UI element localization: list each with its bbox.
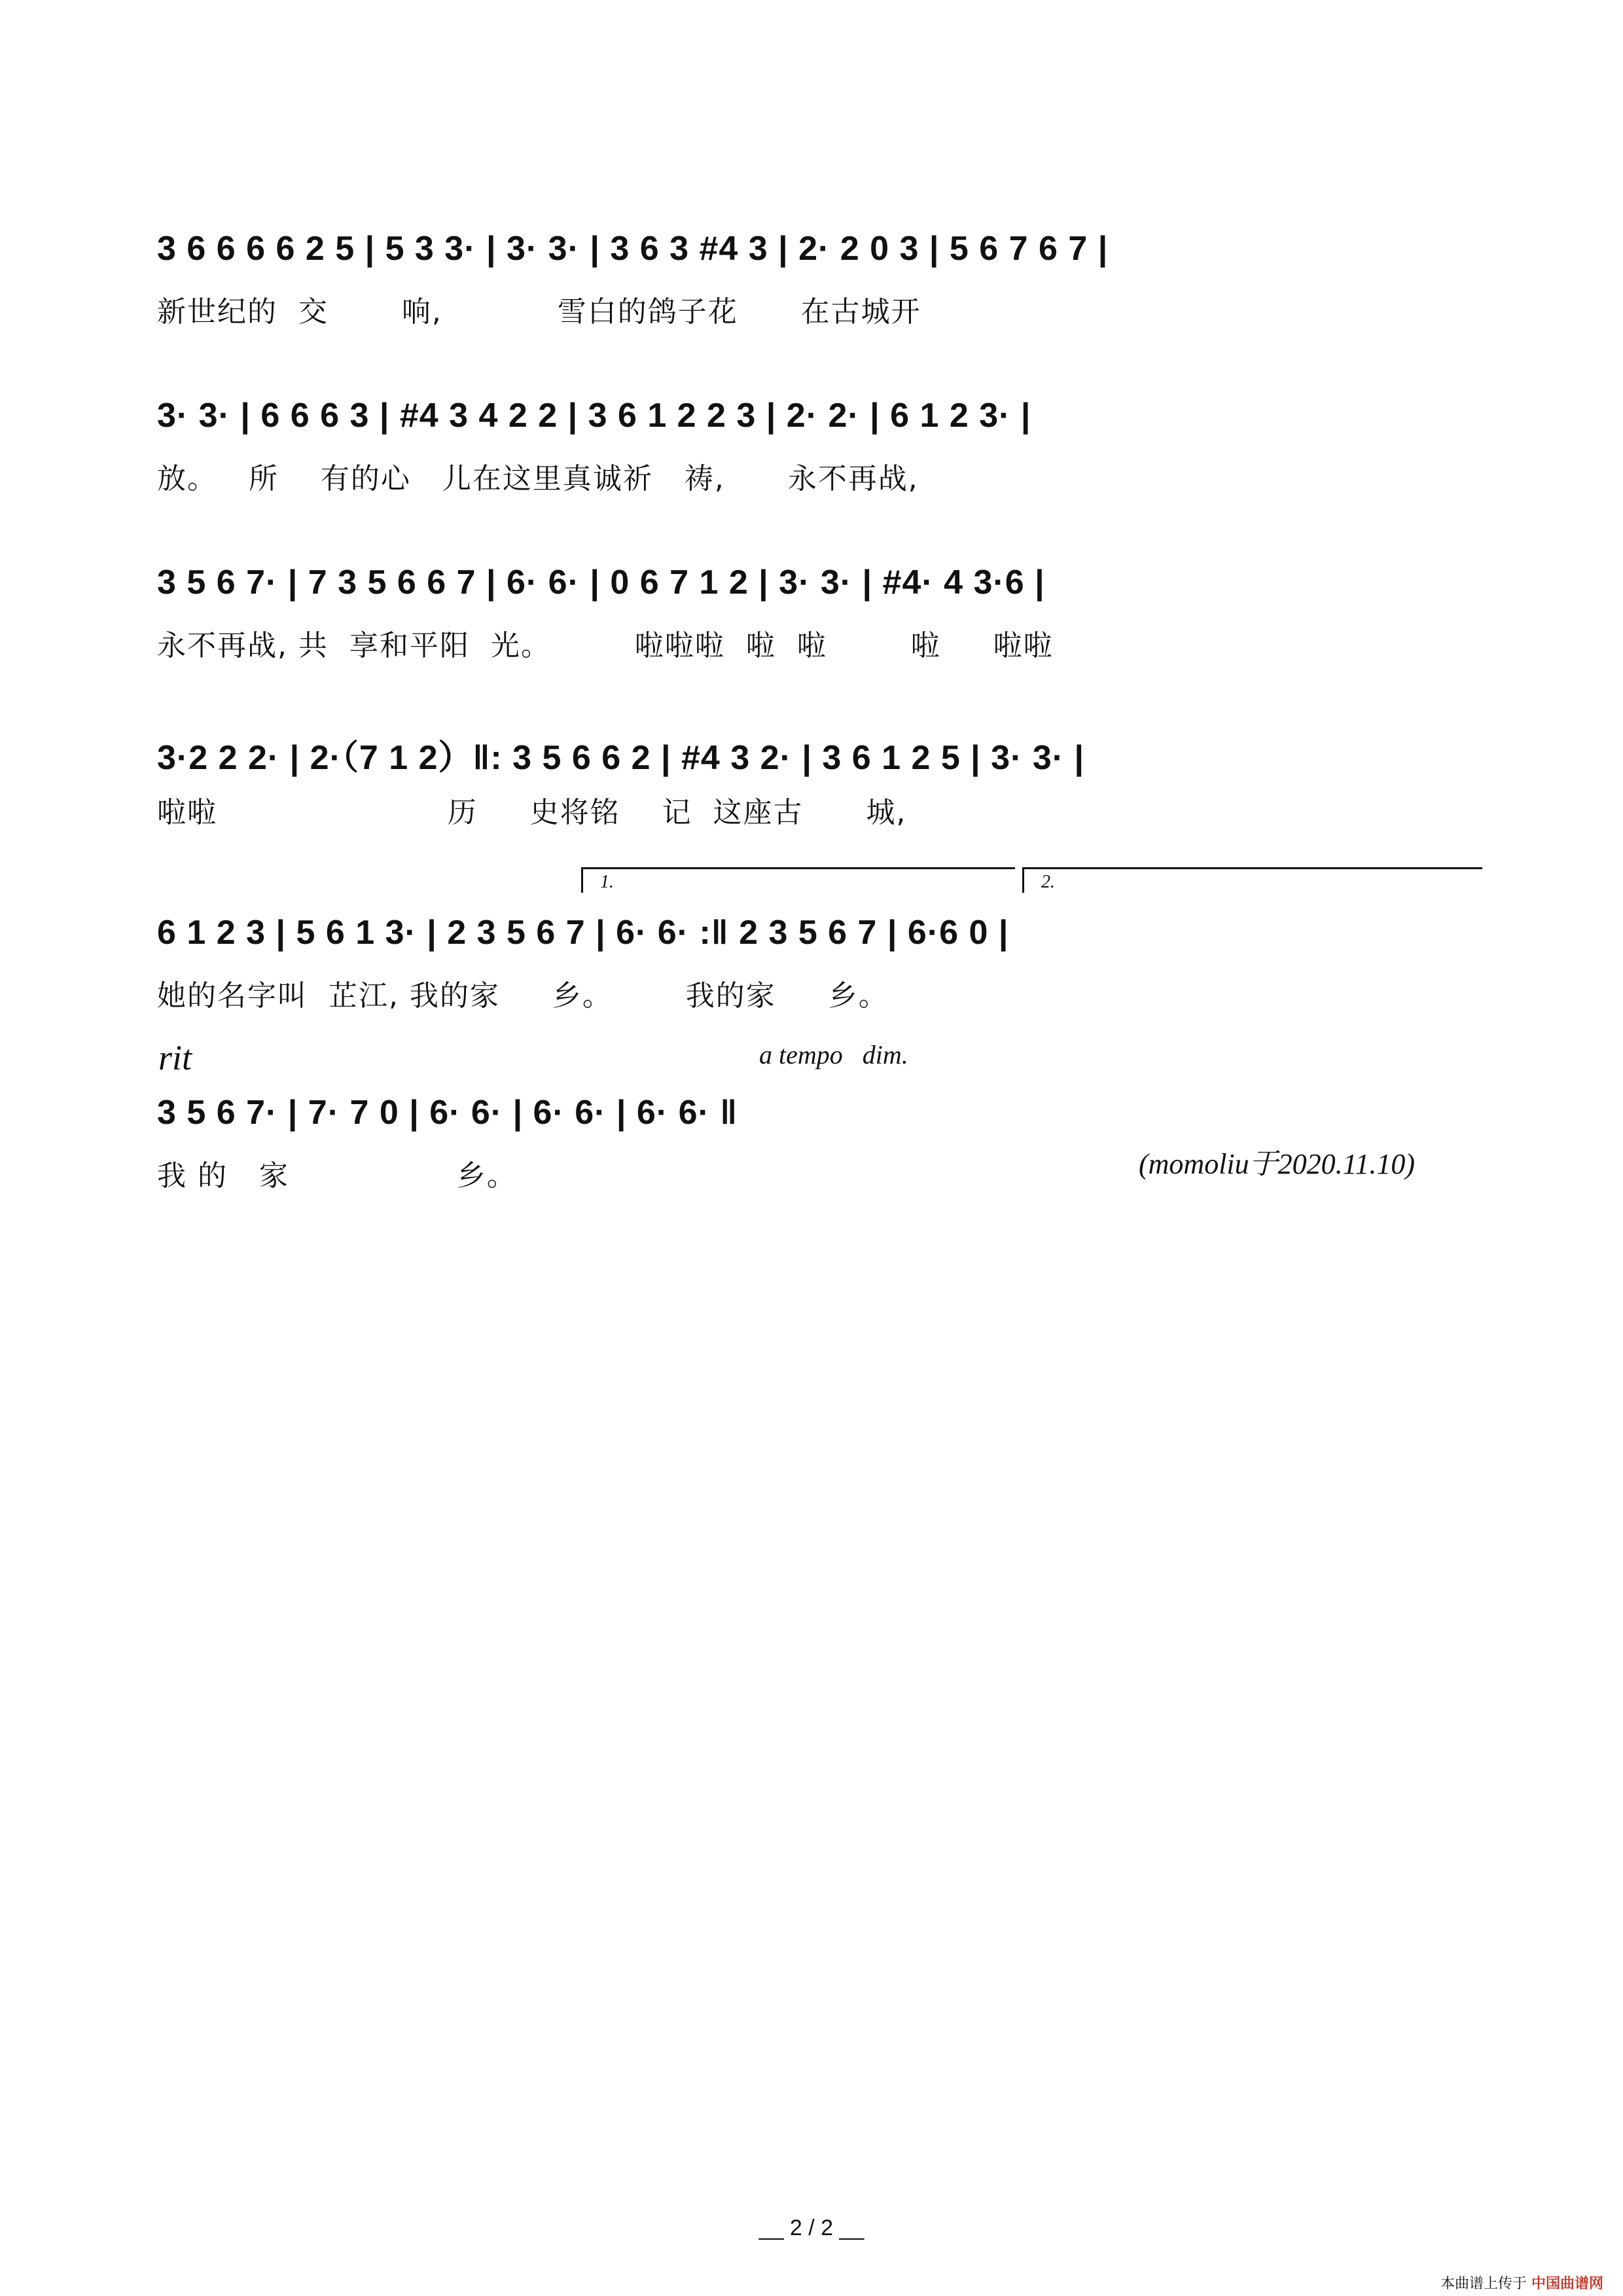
lyrics-line-2: 放。 所 有的心 儿在这里真诚祈 祷, 永不再战,: [157, 462, 919, 495]
notation-line-1: 3 6 6 6 6 2 5 | 5 3 3· | 3· 3· | 3 6 3 #4 3 | 2· 2 0 3 | 5 6 7 6 7 |: [157, 230, 1109, 268]
notation-line-6: 3 5 6 7· | 7· 7 0 | 6· 6· | 6· 6· | 6· 6· ‖: [157, 1094, 738, 1132]
notation-line-2: 3· 3· | 6 6 6 3 | #4 3 4 2 2 | 3 6 1 2 2 3 | 2· 2· | 6 1 2 3· |: [157, 397, 1031, 435]
composer-credit: (momoliu于2020.11.10): [1139, 1148, 1416, 1180]
notation-line-5: 6 1 2 3 | 5 6 1 3· | 2 3 5 6 7 | 6· 6· :‖ 2 3 5 6 7 | 6·6 0 |: [157, 914, 1009, 952]
score-line-4: [157, 723, 1479, 841]
score-line-5: [157, 906, 1479, 1024]
a-tempo-dim-marking: a tempo dim.: [759, 1040, 908, 1069]
volta-bracket-1: [581, 867, 1015, 893]
score-line-2: [157, 389, 1479, 507]
lyrics-line-6: 我 的 家 乡。: [157, 1159, 517, 1193]
lyrics-line-1: 新世纪的 交 响, 雪白的鸽子花 在古城开: [157, 295, 921, 329]
site-footer: [1440, 2272, 1603, 2293]
notation-line-4: 3·2 2 2· | 2·（7 1 2）‖: 3 5 6 6 2 | #4 3 2· | 3 6 1 2 5 | 3· 3· |: [157, 739, 1085, 777]
volta-label-2: 2.: [1041, 872, 1055, 892]
site-logo: 中国曲谱网: [1531, 2276, 1603, 2292]
volta-bracket-2: [1022, 867, 1482, 893]
score-line-3: [157, 556, 1479, 674]
volta-label-1: 1.: [600, 872, 614, 892]
lyrics-line-3: 永不再战, 共 享和平阳 光。 啦啦啦 啦 啦 啦 啦啦: [157, 629, 1054, 662]
footer-text: 本曲谱上传于: [1440, 2276, 1527, 2292]
score-line-1: [157, 223, 1479, 340]
lyrics-line-5: 她的名字叫 芷江, 我的家 乡。 我的家 乡。: [157, 979, 889, 1013]
rit-marking: rit: [158, 1038, 192, 1077]
page-number: __ 2 / 2 __: [758, 2215, 865, 2240]
notation-line-3: 3 5 6 7· | 7 3 5 6 6 7 | 6· 6· | 0 6 7 1 2 | 3· 3· | #4· 4 3·6 |: [157, 564, 1045, 601]
lyrics-line-4: 啦啦 历 史将铭 记 这座古 城,: [157, 796, 907, 829]
